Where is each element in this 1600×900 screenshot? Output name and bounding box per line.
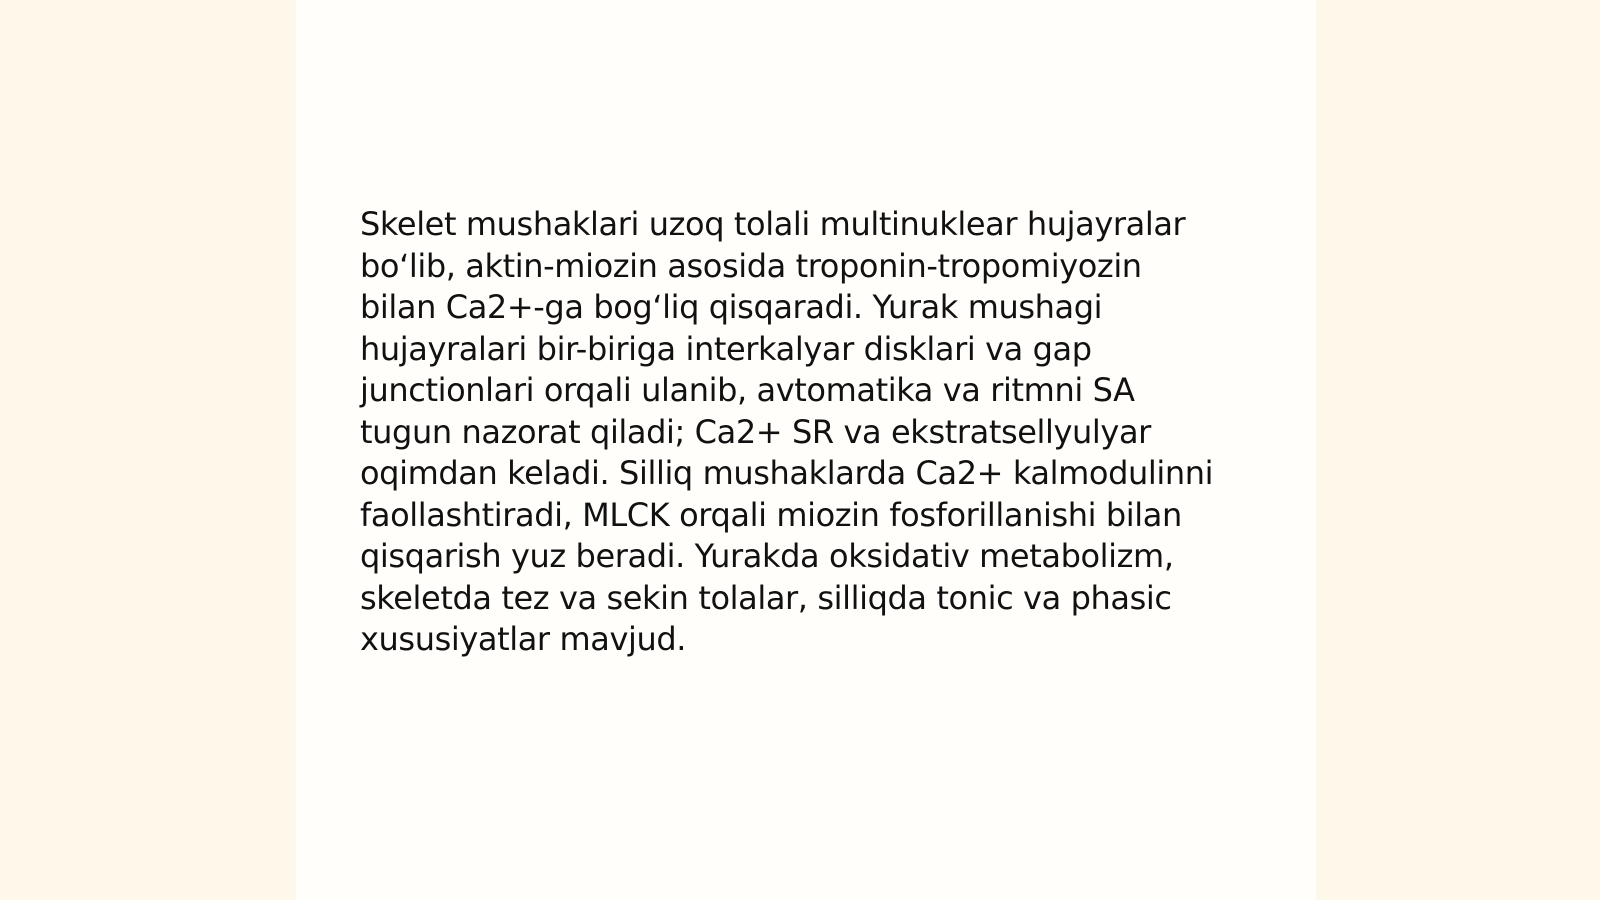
paragraph-line: faollashtiradi, MLCK orqali miozin fosforillanishi bilan [360,495,1182,534]
document-page [296,0,1316,900]
paragraph-line: bo‘lib, aktin-miozin asosida troponin-tropomiyozin [360,246,1142,285]
body-paragraph [360,204,1260,661]
paragraph-line: tugun nazorat qiladi; Ca2+ SR va ekstratsellyulyar [360,412,1151,451]
paragraph-line: xususiyatlar mavjud. [360,620,687,658]
paragraph-line: qisqarish yuz beradi. Yurakda oksidativ metabolizm, [360,537,1174,575]
paragraph-line: Skelet mushaklari uzoq tolali multinuklear hujayralar [360,205,1186,243]
paragraph-line: junctionlari orqali ulanib, avtomatika va ritmni SA [360,371,1135,409]
paragraph-line: skeletda tez va sekin tolalar, silliqda tonic va phasic [360,578,1172,617]
paragraph-line: bilan Ca2+-ga bog‘liq qisqaradi. Yurak mushagi [360,288,1103,326]
paragraph-line: hujayralari bir-biriga interkalyar disklari va gap [360,329,1092,368]
paragraph-line: oqimdan keladi. Silliq mushaklarda Ca2+ kalmodulinni [360,454,1214,492]
